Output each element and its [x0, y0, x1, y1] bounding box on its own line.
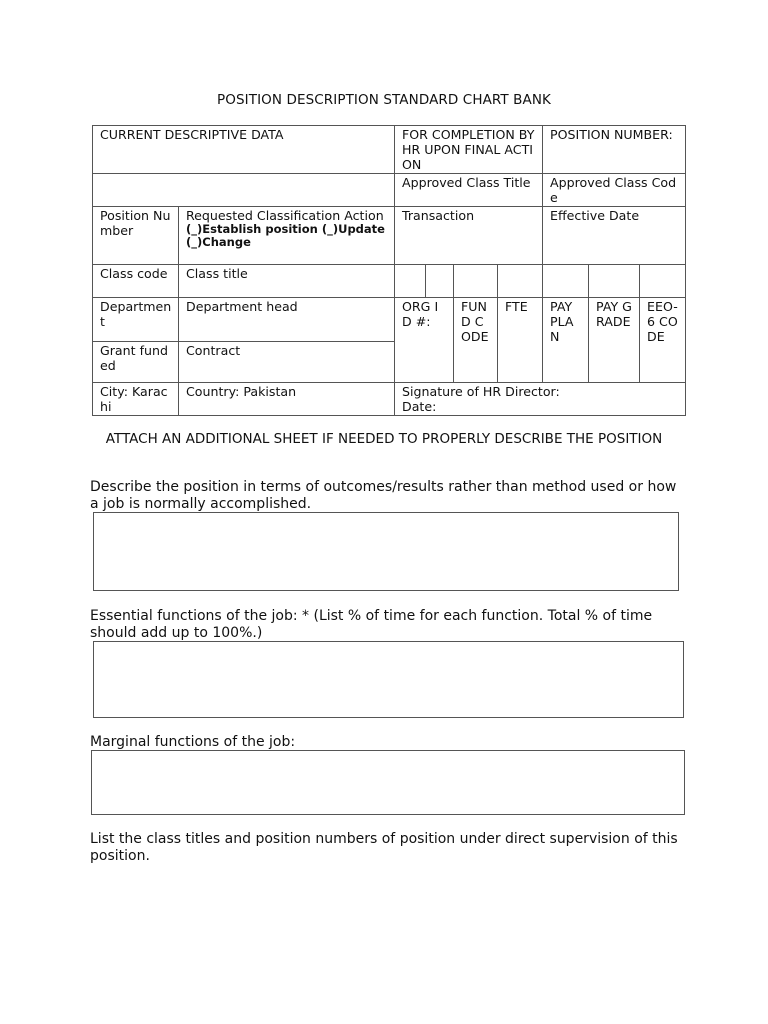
- attach-sheet-note: ATTACH AN ADDITIONAL SHEET IF NEEDED TO PROPERLY DESCRIBE THE POSITION: [105, 431, 663, 447]
- hr-signature-cell[interactable]: [395, 383, 686, 416]
- empty-cell[interactable]: [589, 265, 640, 298]
- describe-position-field[interactable]: [93, 512, 679, 591]
- pay-plan-cell[interactable]: PAY PLAN: [543, 298, 589, 383]
- class-titles-prompt: List the class titles and position numbers of position under direct supervision of this position.: [90, 831, 678, 864]
- transaction-cell[interactable]: Transaction: [395, 207, 543, 265]
- effective-date-cell[interactable]: Effective Date: [543, 207, 686, 265]
- signature-label: Signature of HR Director:: [402, 384, 560, 399]
- fte-cell[interactable]: FTE: [498, 298, 543, 383]
- position-number-header: POSITION NUMBER:: [543, 126, 686, 174]
- describe-position-prompt: Describe the position in terms of outcomes/results rather than method used or how a job is normally accomplished.: [90, 479, 677, 512]
- current-descriptive-data-header: CURRENT DESCRIPTIVE DATA: [93, 126, 395, 174]
- pay-grade-cell[interactable]: PAY GRADE: [589, 298, 640, 383]
- contract-cell[interactable]: Contract: [179, 342, 395, 383]
- hr-completion-header: FOR COMPLETION BY HR UPON FINAL ACTION: [395, 126, 543, 174]
- org-id-cell[interactable]: ORG ID #:: [395, 298, 454, 383]
- empty-cell[interactable]: [543, 265, 589, 298]
- empty-cell[interactable]: [498, 265, 543, 298]
- fund-code-cell[interactable]: FUND CODE: [454, 298, 498, 383]
- date-label: Date:: [402, 399, 437, 414]
- marginal-functions-prompt: Marginal functions of the job:: [90, 734, 296, 750]
- approved-class-code-cell[interactable]: Approved Class Code: [543, 174, 686, 207]
- eeo6-code-cell[interactable]: EEO-6 CODE: [640, 298, 686, 383]
- grant-funded-cell[interactable]: Grant funded: [93, 342, 179, 383]
- requested-classification-cell[interactable]: [179, 207, 395, 265]
- class-title-cell[interactable]: Class title: [179, 265, 395, 298]
- empty-cell[interactable]: [640, 265, 686, 298]
- city-cell[interactable]: City: Karachi: [93, 383, 179, 416]
- approved-class-title-cell[interactable]: Approved Class Title: [395, 174, 543, 207]
- change-option[interactable]: (_)Change: [186, 235, 251, 249]
- class-code-cell[interactable]: Class code: [93, 265, 179, 298]
- empty-cell[interactable]: [454, 265, 498, 298]
- establish-position-option[interactable]: (_)Establish position: [186, 222, 318, 236]
- empty-cell[interactable]: [426, 265, 454, 298]
- requested-classification-label: Requested Classification Action: [186, 208, 384, 223]
- marginal-functions-field[interactable]: [91, 750, 685, 815]
- update-option[interactable]: (_)Update: [321, 222, 385, 236]
- empty-cell[interactable]: [395, 265, 426, 298]
- blank-cell[interactable]: [93, 174, 395, 207]
- position-chart-table: [92, 125, 686, 416]
- essential-functions-field[interactable]: [93, 641, 684, 718]
- document-title: POSITION DESCRIPTION STANDARD CHART BANK: [217, 92, 551, 108]
- position-number-cell[interactable]: Position Number: [93, 207, 179, 265]
- department-cell[interactable]: Department: [93, 298, 179, 342]
- department-head-cell[interactable]: Department head: [179, 298, 395, 342]
- essential-functions-prompt: Essential functions of the job: * (List % of time for each function. Total % of time should add up to 100%.): [90, 608, 653, 641]
- country-cell[interactable]: Country: Pakistan: [179, 383, 395, 416]
